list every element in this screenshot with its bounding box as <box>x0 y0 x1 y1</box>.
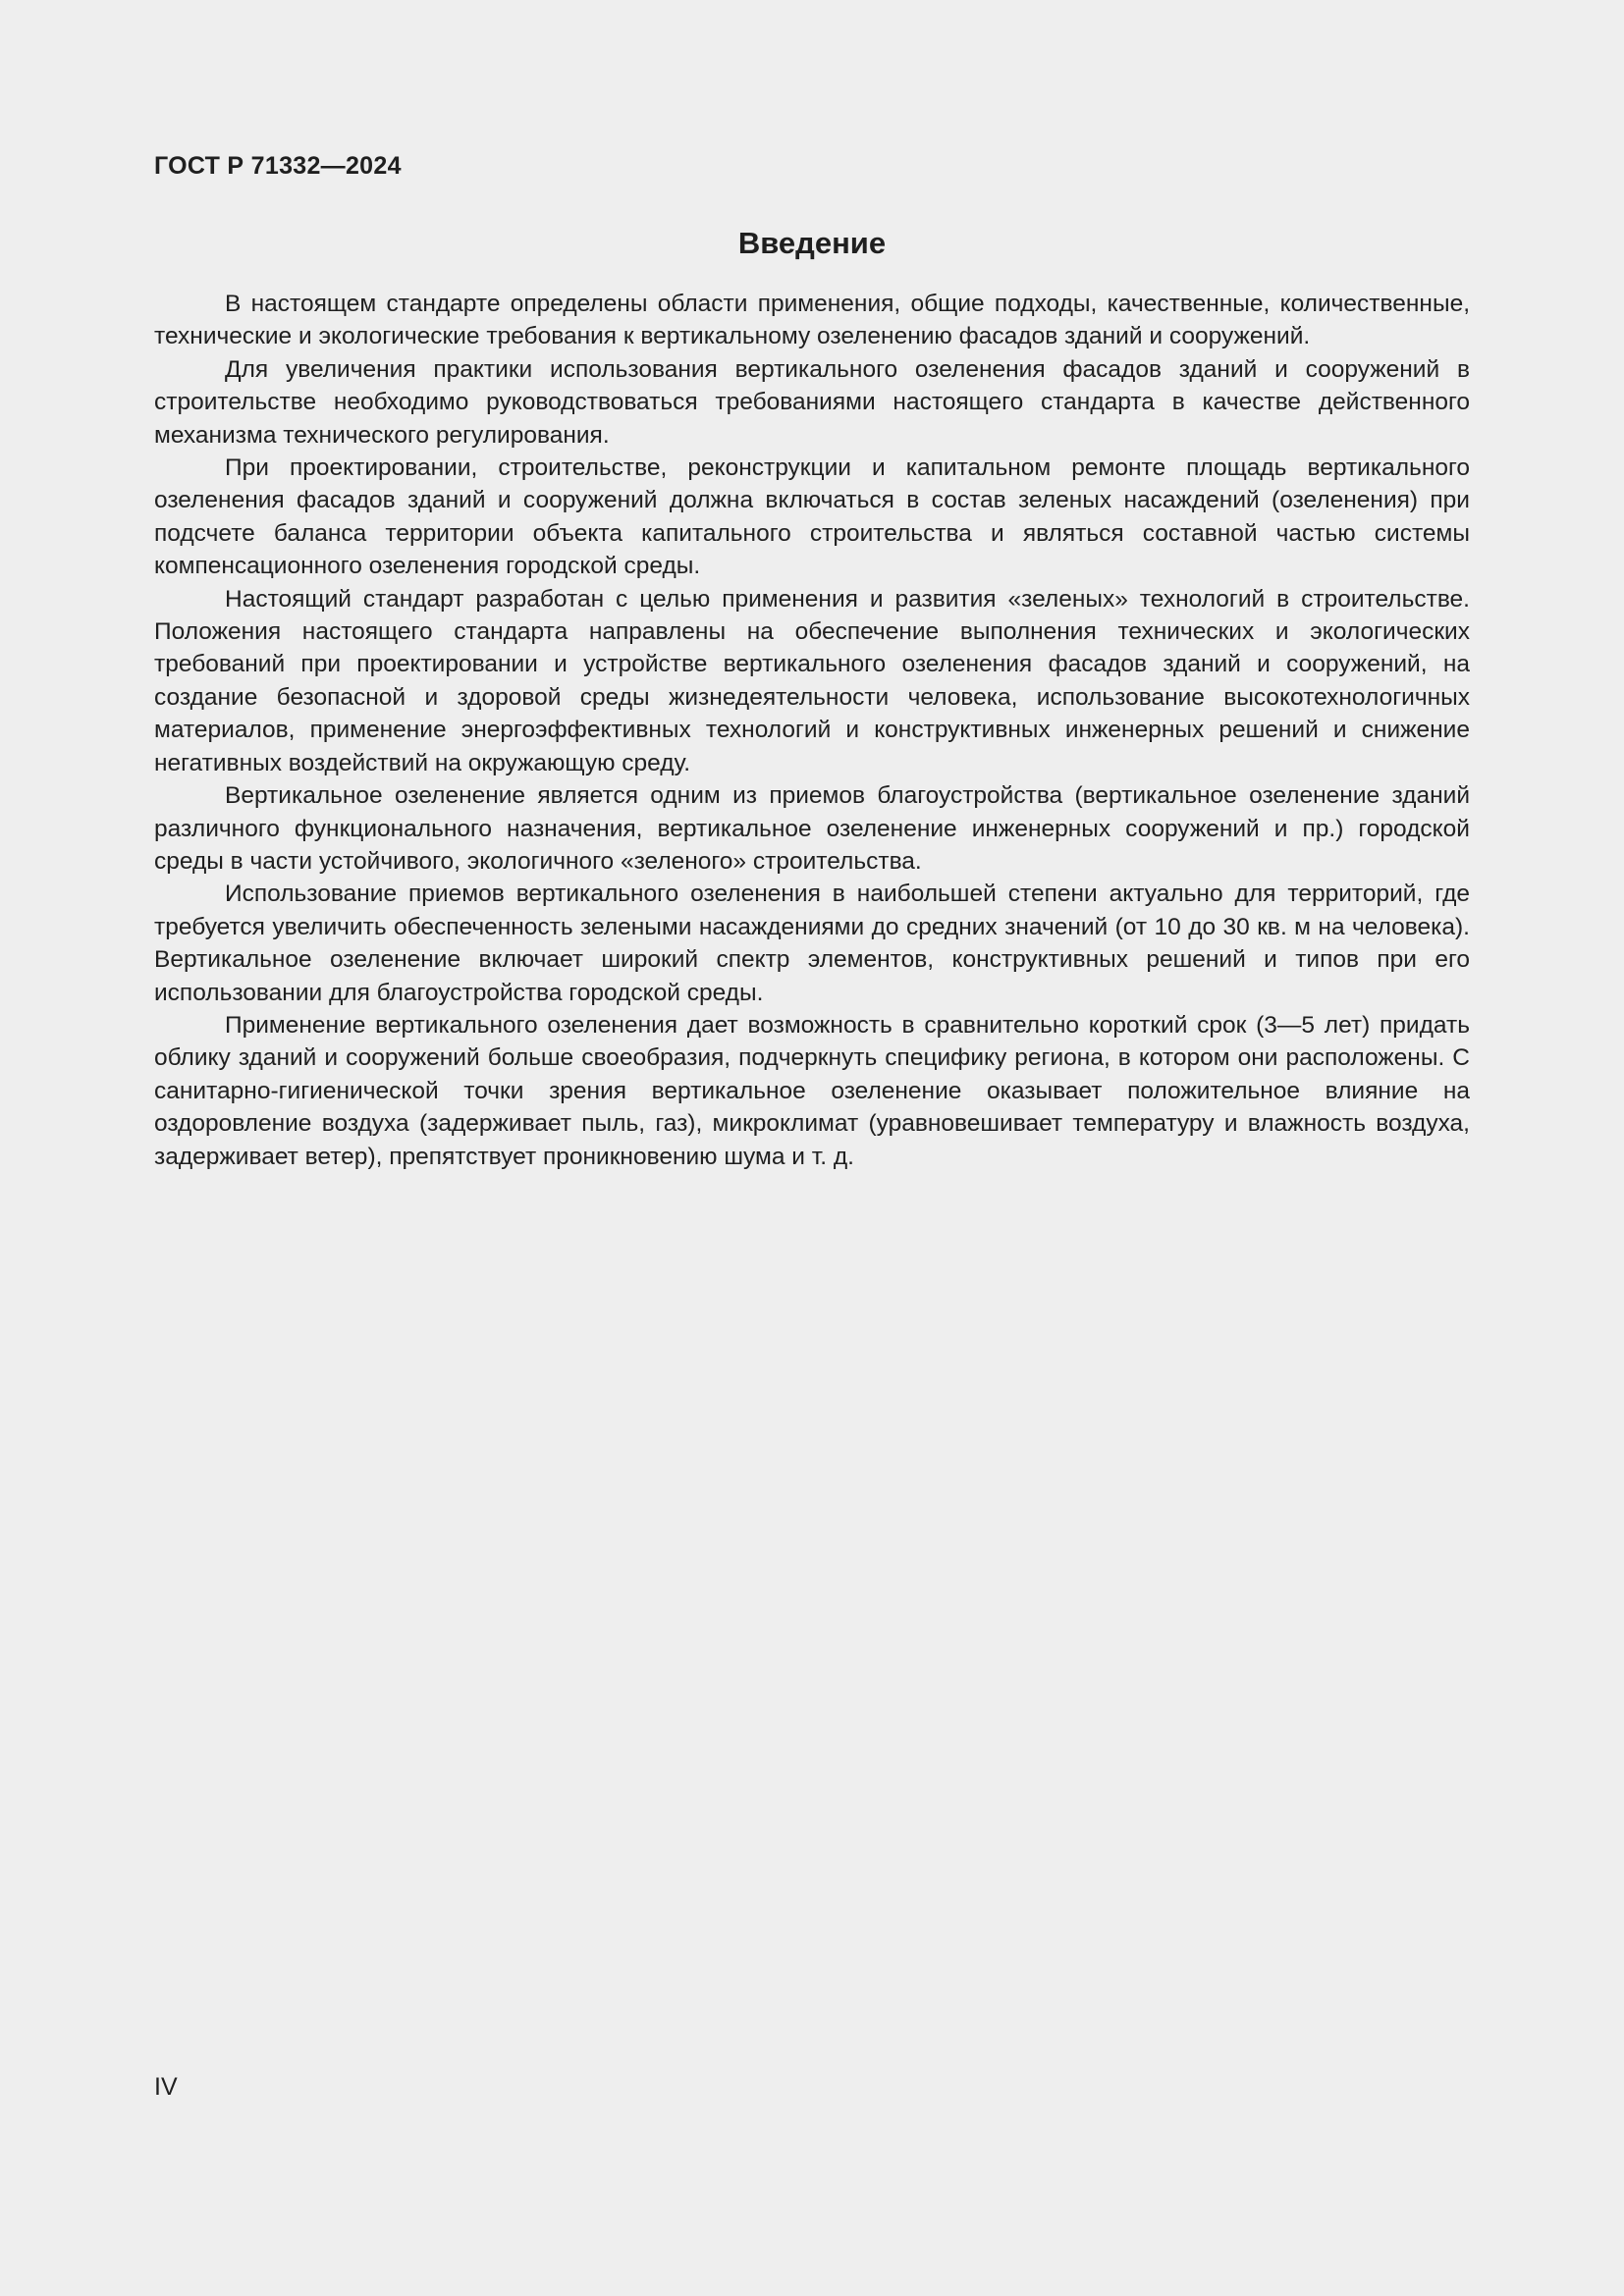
body-text <box>154 288 1470 1173</box>
paragraph: Использование приемов вертикального озеленения в наибольшей степени актуально для территорий, где требуется увеличить обеспеченность зелеными насаждениями до средних значений (от 10 до 30 кв. м на человека). Вертикальное озеленение включает широкий спектр элементов, конструктивных решений и типов при его использовании для благоустройства городской среды. <box>154 881 1470 1006</box>
paragraph: Для увеличения практики использования вертикального озеленения фасадов зданий и сооружений в строительстве необходимо руководствоваться требованиями настоящего стандарта в качестве действенного механизма технического регулирования. <box>154 355 1470 449</box>
paragraph: При проектировании, строительстве, реконструкции и капитальном ремонте площадь вертикального озеленения фасадов зданий и сооружений должна включаться в состав зеленых насаждений (озеленения) при подсчете баланса территории объекта капитального строительства и являться составной частью системы компенсационного озеленения городской среды. <box>154 454 1470 580</box>
paragraph: Вертикальное озеленение является одним из приемов благоустройства (вертикальное озеленение зданий различного функционального назначения, вертикальное озеленение инженерных сооружений и пр.) городской среды в части устойчивого, экологичного «зеленого» строительства. <box>154 782 1470 875</box>
paragraph: Применение вертикального озеленения дает возможность в сравнительно короткий срок (3—5 лет) придать облику зданий и сооружений больше своеобразия, подчеркнуть специфику региона, в котором они расположены. С санитарно-гигиенической точки зрения вертикальное озеленение оказывает положительное влияние на оздоровление воздуха (задерживает пыль, газ), микроклимат (уравновешивает температуру и влажность воздуха, задерживает ветер), препятствует проникновению шума и т. д. <box>154 1011 1470 1170</box>
paragraph: В настоящем стандарте определены области применения, общие подходы, качественные, количественные, технические и экологические требования к вертикальному озеленению фасадов зданий и сооружений. <box>154 291 1470 350</box>
section-title: Введение <box>737 226 887 260</box>
page-number: IV <box>154 2073 178 2101</box>
document-header: ГОСТ Р 71332—2024 <box>154 152 402 180</box>
paragraph: Настоящий стандарт разработан с целью применения и развития «зеленых» технологий в строительстве. Положения настоящего стандарта направлены на обеспечение выполнения технических и экологических требований при проектировании и устройстве вертикального озеленения фасадов зданий и сооружений, на создание безопасной и здоровой среды жизнедеятельности человека, использование высокотехнологичных материалов, применение энергоэффективных технологий и конструктивных инженерных решений и снижение негативных воздействий на окружающую среду. <box>154 585 1470 776</box>
